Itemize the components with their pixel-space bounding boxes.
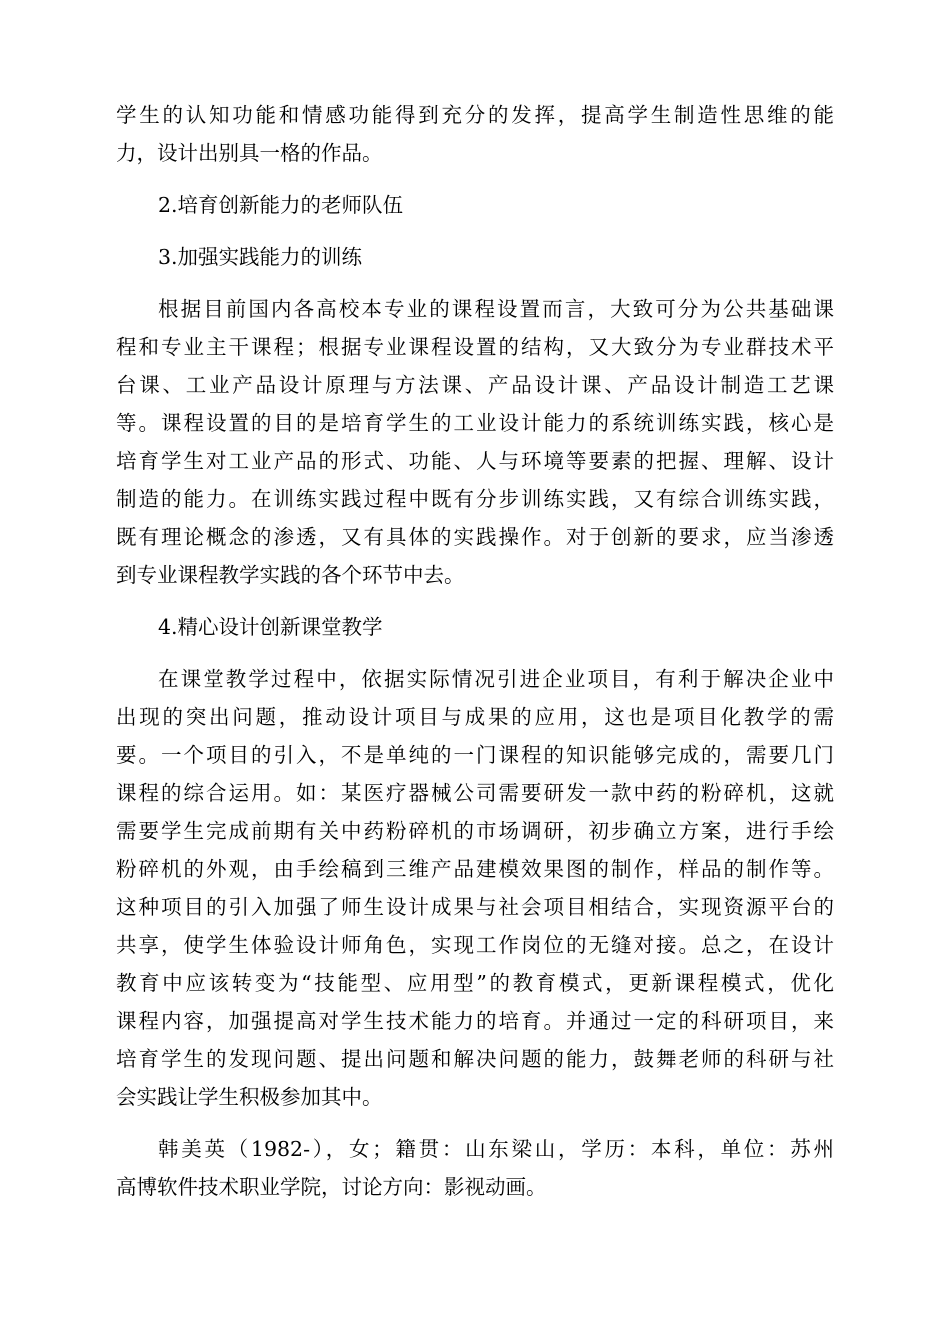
text-line: 会实践让学生积极参加其中。 (116, 1085, 383, 1109)
heading-text: 4.精心设计创新课堂教学 (158, 615, 383, 639)
text-line: 在课堂教学过程中，依据实际情况引进企业项目，有利于解决企业中 (158, 667, 834, 691)
text-line: 既有理论概念的渗透，又有具体的实践操作。对于创新的要求，应当渗透 (116, 525, 834, 549)
paragraph-classroom (116, 660, 834, 1116)
heading-text: 2.培育创新能力的老师队伍 (158, 193, 404, 217)
section-heading-4 (116, 608, 834, 646)
text-line: 培育学生对工业产品的形式、功能、人与环境等要素的把握、理解、设计 (116, 449, 834, 473)
paragraph-gap (116, 646, 834, 660)
text-line: 台课、工业产品设计原理与方法课、产品设计课、产品设计制造工艺课 (116, 373, 834, 397)
section-heading-2 (116, 186, 834, 224)
text-line: 出现的突出问题，推动设计项目与成果的应用，这也是项目化教学的需 (116, 705, 834, 729)
text-line: 粉碎机的外观，由手绘稿到三维产品建模效果图的制作，样品的制作等。 (116, 857, 834, 881)
paragraph-gap (116, 1116, 834, 1130)
text-line: 到专业课程教学实践的各个环节中去。 (116, 563, 465, 587)
paragraph-curriculum (116, 290, 834, 594)
text-line: 培育学生的发现问题、提出问题和解决问题的能力，鼓舞老师的科研与社 (116, 1047, 834, 1071)
text-line: 力，设计出别具一格的作品。 (116, 141, 383, 165)
paragraph-gap (116, 172, 834, 186)
heading-text: 3.加强实践能力的训练 (158, 245, 363, 269)
text-line: 教育中应该转变为“技能型、应用型”的教育模式，更新课程模式，优化 (116, 971, 834, 995)
text-line: 韩美英（1982-），女；籍贯：山东梁山，学历：本科，单位：苏州 (158, 1137, 834, 1161)
text-line: 程和专业主干课程；根据专业课程设置的结构，又大致分为专业群技术平 (116, 335, 834, 359)
text-line: 要。一个项目的引入，不是单纯的一门课程的知识能够完成的，需要几门 (116, 743, 834, 767)
text-line: 需要学生完成前期有关中药粉碎机的市场调研，初步确立方案，进行手绘 (116, 819, 834, 843)
author-bio (116, 1130, 834, 1206)
text-line: 课程的综合运用。如：某医疗器械公司需要研发一款中药的粉碎机，这就 (116, 781, 834, 805)
text-line: 学生的认知功能和情感功能得到充分的发挥，提高学生制造性思维的能 (116, 103, 834, 127)
text-line: 根据目前国内各高校本专业的课程设置而言，大致可分为公共基础课 (158, 297, 834, 321)
document-page (116, 96, 834, 1206)
paragraph-intro-continuation (116, 96, 834, 172)
paragraph-gap (116, 594, 834, 608)
text-line: 课程内容，加强提高对学生技术能力的培育。并通过一定的科研项目，来 (116, 1009, 834, 1033)
text-line: 高博软件技术职业学院，讨论方向：影视动画。 (116, 1175, 547, 1199)
text-line: 制造的能力。在训练实践过程中既有分步训练实践，又有综合训练实践， (116, 487, 834, 511)
paragraph-gap (116, 224, 834, 238)
text-line: 共享，使学生体验设计师角色，实现工作岗位的无缝对接。总之，在设计 (116, 933, 834, 957)
text-line: 等。课程设置的目的是培育学生的工业设计能力的系统训练实践，核心是 (116, 411, 834, 435)
paragraph-gap (116, 276, 834, 290)
text-line: 这种项目的引入加强了师生设计成果与社会项目相结合，实现资源平台的 (116, 895, 834, 919)
section-heading-3 (116, 238, 834, 276)
